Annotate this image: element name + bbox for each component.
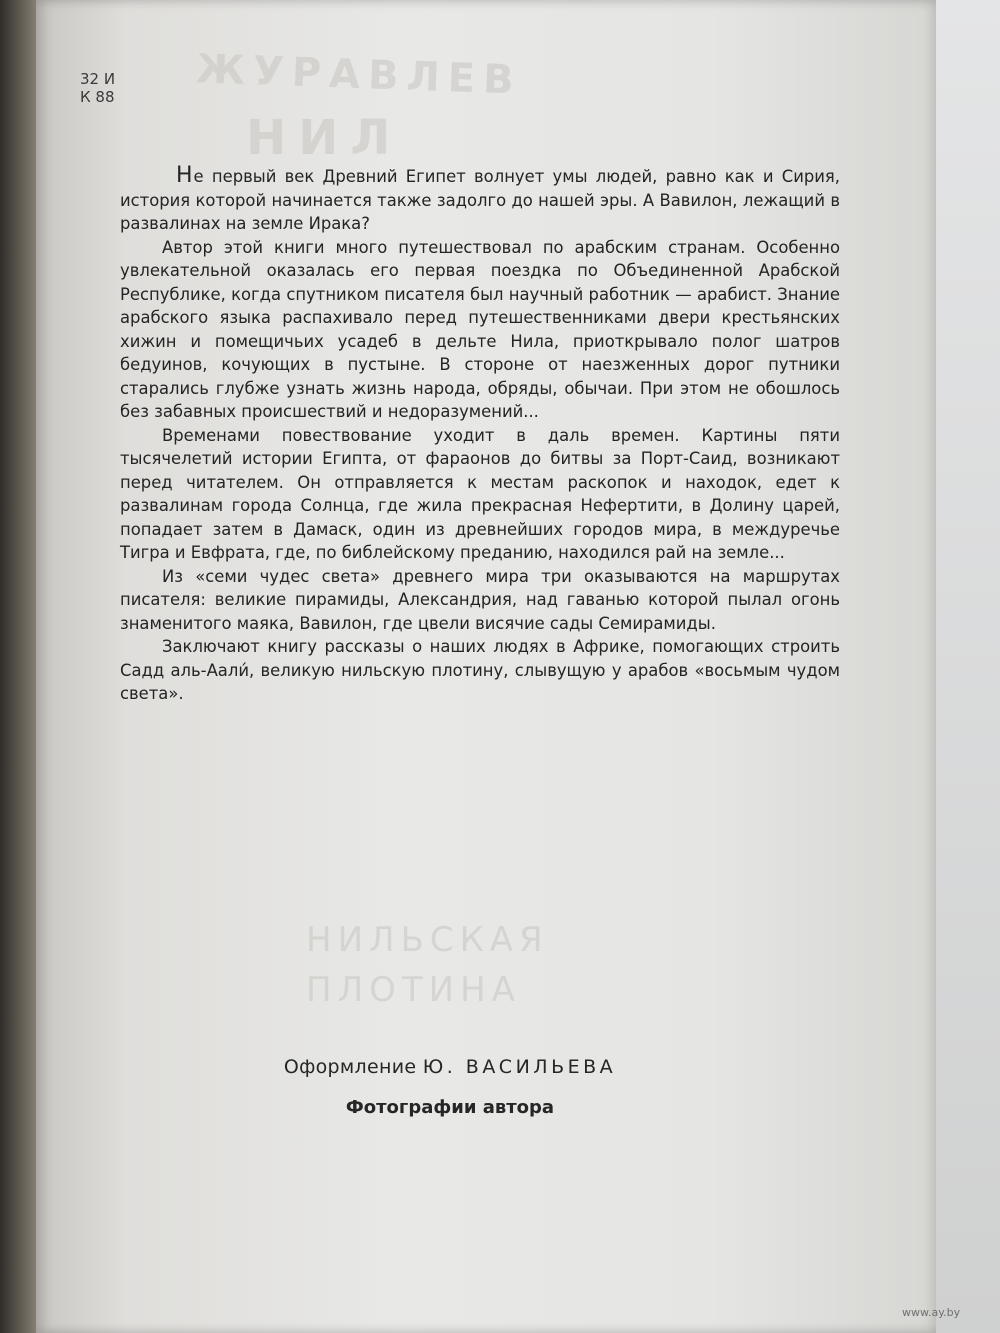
book-cover-edge (0, 0, 40, 1333)
annotation-paragraph-4: Из «семи чудес света» древнего мира три оказываются на маршрутах писателя: великие пирамиды, Александрия, над гаванью которой пылал огонь знаменитого маяка, Вавилон, где цвели висячие сады Семирамиды. (120, 566, 840, 633)
bleed-through-decoration: ЖУРАВЛЕВ (195, 46, 523, 104)
design-credit-label: Оформление (283, 1056, 417, 1078)
annotation-text (120, 164, 840, 706)
annotation-paragraph-1 (120, 164, 840, 236)
paragraph-text: е первый век Древний Египет волнует умы людей, равно как и Сирия, история которой начинается также задолго до нашей эры. А Вавилон, лежащий в развалинах на земле Ирака? (120, 167, 840, 233)
photo-credit: Фотографии автора (345, 1097, 555, 1118)
site-watermark: www.ay.by (902, 1306, 961, 1319)
bleed-through-decoration: ПЛОТИНА (306, 970, 521, 1010)
credits (230, 1052, 670, 1122)
bleed-through-decoration: НИЛ (246, 110, 403, 166)
annotation-paragraph-5: Заключают книгу рассказы о наших людях в Африке, помогающих строить Садд аль-Аали́, великую нильскую плотину, слывущую у арабов «восьмым чудом света». (120, 637, 840, 703)
annotation-paragraph-3: Временами повествование уходит в даль времен. Картины пяти тысячелетий истории Египта, от фараонов до битвы за Порт-Саид, возникают перед читателем. Он отправляется к местам раскопок и находок, едет к развалинам города Солнца, где жила прекрасная Нефертити, в Долину царей, попадает затем в Дамаск, один из древнейших городов мира, в междуречье Тигра и Евфрата, где, по библейскому преданию, находился рай на земле... (120, 425, 840, 562)
designer-name: Ю. ВАСИЛЬЕВА (422, 1056, 617, 1078)
bleed-through-decoration: НИЛЬСКАЯ (306, 920, 549, 960)
initial-letter: Н (176, 163, 194, 188)
annotation-paragraph-2: Автор этой книги много путешествовал по арабским странам. Особенно увлекательной оказалась его первая поездка по Объединенной Арабской Республике, когда спутником писателя был научный работник — арабист. Знание арабского языка распахивало перед путешественниками двери крестьянских хижин и помещичьих усадеб в дельте Нила, приоткрывало полог шатров бедуинов, кочующих в пустыне. В стороне от наезженных дорог путники старались глубже узнать жизнь народа, обряды, обычаи. При этом не обошлось без забавных происшествий и недоразумений... (120, 237, 840, 421)
catalog-code-bbk: 32 И (80, 70, 116, 88)
catalog-codes (80, 70, 115, 106)
underlying-page (925, 0, 1000, 1333)
design-credit (230, 1052, 670, 1082)
catalog-code-author-mark: К 88 (80, 88, 115, 106)
